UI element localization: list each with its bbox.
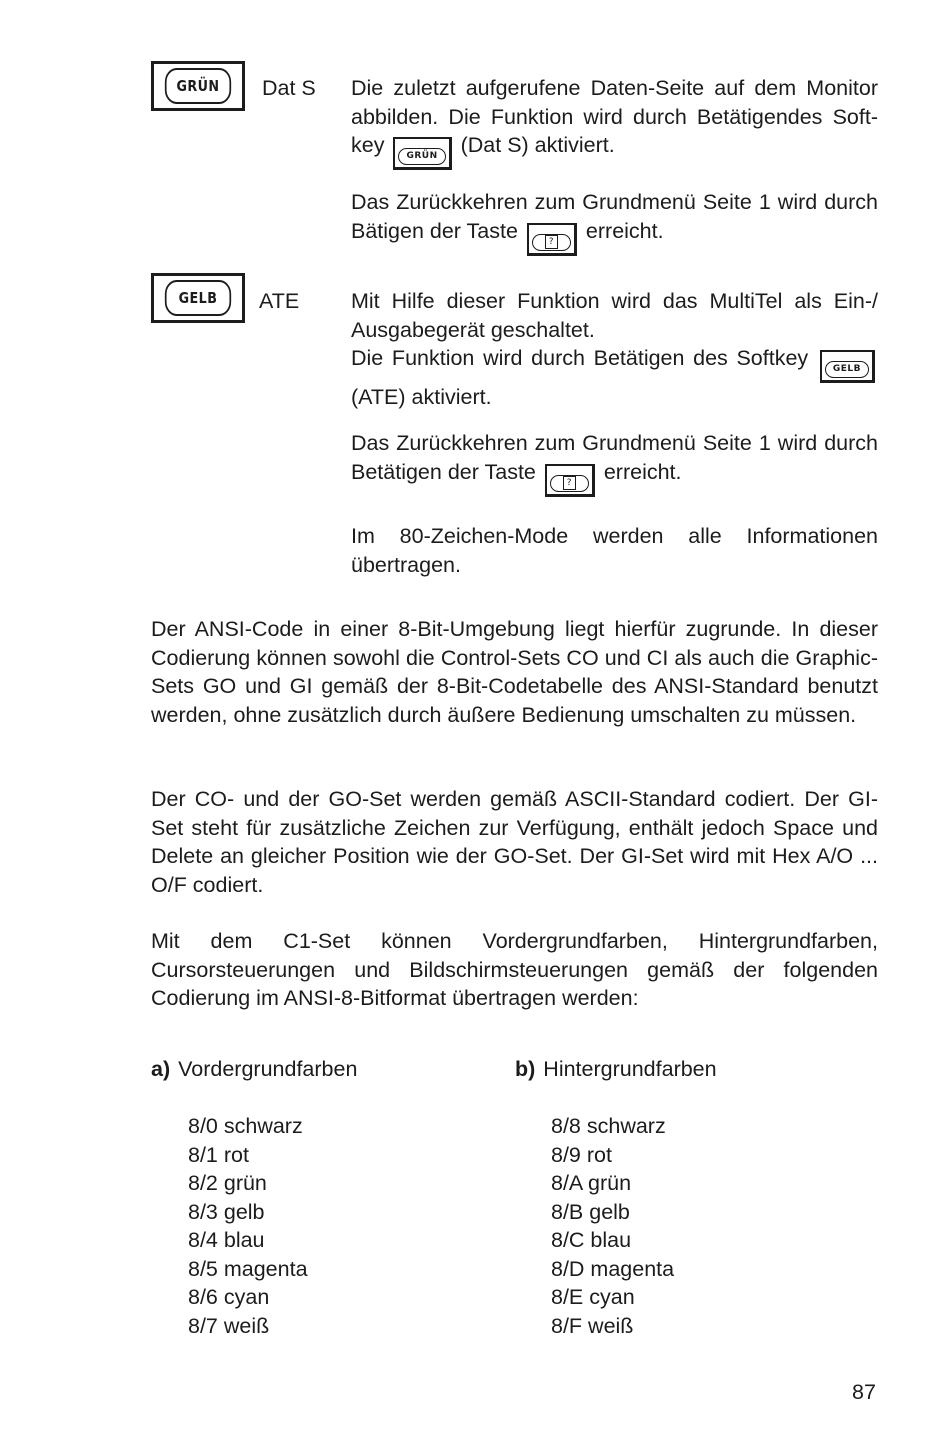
list-item: 8/5 magenta bbox=[188, 1256, 308, 1281]
list-item: 8/8 schwarz bbox=[551, 1114, 666, 1138]
ate-80-mode-text: Im 80-Zeichen-Mode werden alle Informationen übertragen. bbox=[351, 524, 878, 577]
ate-description bbox=[351, 287, 878, 412]
gruen-inline-key-label: GRÜN bbox=[398, 148, 445, 165]
body-paragraph-c1: Mit dem C1-Set können Vordergrundfarben, Hintergrundfarben, Cursorsteuerungen und Bildschirmsteuerungen gemäß der folgenden Codierung im ANSI-8-Bitformat übertragen werden: bbox=[151, 929, 878, 1010]
list-item: 8/4 blau bbox=[188, 1228, 265, 1252]
list-item: 8/B gelb bbox=[551, 1199, 630, 1224]
list-item: 8/9 rot bbox=[551, 1142, 612, 1167]
dat-s-description bbox=[351, 74, 878, 170]
gelb-key-label: GELB bbox=[165, 280, 231, 316]
ate-text-2b: (ATE) aktiviert. bbox=[351, 385, 492, 409]
ate-80-mode bbox=[351, 522, 878, 579]
body-paragraph-sets: Der CO- und der GO-Set werden gemäß ASCII-Standard codiert. Der GI-Set steht für zusätzliche Zeichen zur Verfügung, enthält jedoch Space und Delete an gleicher Position wie der GO-Set. Der GI-Set wird mit Hex A/O ... O/F codiert. bbox=[151, 787, 878, 897]
list-a-heading: Vordergrundfarben bbox=[178, 1057, 358, 1081]
question-inline-key bbox=[527, 223, 577, 256]
list-b bbox=[551, 1112, 674, 1340]
question-inline-key-2 bbox=[545, 464, 595, 497]
dat-s-text-a: Die zuletzt aufgerufene Daten-Seite auf dem Monitor abbilden. Die Funktion wird durch Betätigendes Soft-key bbox=[351, 76, 878, 157]
list-b-heading: Hintergrundfarben bbox=[543, 1057, 717, 1081]
list-item: 8/A grün bbox=[551, 1171, 632, 1195]
ate-return bbox=[351, 429, 878, 497]
dat-s-return bbox=[351, 188, 878, 256]
gruen-key-label: GRÜN bbox=[165, 68, 231, 104]
ate-return-text-b: erreicht. bbox=[603, 459, 682, 484]
ate-label: ATE bbox=[259, 289, 300, 313]
dat-s-label: Dat S bbox=[262, 76, 316, 100]
list-item: 8/D magenta bbox=[551, 1256, 675, 1281]
list-item: 8/6 cyan bbox=[188, 1285, 270, 1309]
list-item: 8/F weiß bbox=[551, 1313, 634, 1338]
gelb-key-badge bbox=[151, 273, 245, 323]
list-item: 8/7 weiß bbox=[188, 1313, 270, 1338]
question-key-label: ? bbox=[545, 235, 558, 249]
gruen-key-badge bbox=[151, 61, 245, 111]
dat-s-text-b: (Dat S) aktiviert. bbox=[460, 133, 615, 157]
list-a-marker: a) bbox=[151, 1057, 171, 1081]
page-number: 87 bbox=[852, 1380, 876, 1404]
list-b-title bbox=[515, 1055, 717, 1084]
gelb-inline-key-label: GELB bbox=[825, 361, 869, 378]
list-b-marker: b) bbox=[515, 1057, 536, 1081]
ate-text-1: Mit Hilfe dieser Funktion wird das MultiTel als Ein-/ Ausgabegerät geschaltet. bbox=[351, 289, 878, 342]
question-key-label-2: ? bbox=[563, 476, 576, 490]
list-item: 8/1 rot bbox=[188, 1142, 249, 1167]
gruen-inline-key bbox=[393, 137, 451, 170]
list-item: 8/3 gelb bbox=[188, 1199, 265, 1224]
ate-return-text-a: Das Zurückkehren zum Grundmenü Seite 1 wird durch Betätigen der Taste bbox=[351, 431, 878, 484]
list-item: 8/0 schwarz bbox=[188, 1114, 303, 1138]
ate-text-2a: Die Funktion wird durch Betätigen des Softkey bbox=[351, 346, 809, 370]
body-paragraph-ansi: Der ANSI-Code in einer 8-Bit-Umgebung liegt hierfür zugrunde. In dieser Codierung können sowohl die Control-Sets CO und CI als auch die Graphic-Sets GO und GI gemäß der 8-Bit-Codetabelle des ANSI-Standard benutzt werden, ohne zusätzlich durch äußere Bedienung umschalten zu müssen. bbox=[151, 617, 878, 727]
gelb-inline-key bbox=[820, 350, 875, 383]
list-a bbox=[188, 1112, 308, 1340]
list-a-title bbox=[151, 1055, 357, 1084]
dat-s-return-text-b: erreicht. bbox=[585, 218, 664, 243]
dat-s-return-text-a: Das Zurückkehren zum Grundmenü Seite 1 wird durch Bätigen der Taste bbox=[351, 190, 878, 243]
list-item: 8/C blau bbox=[551, 1228, 632, 1252]
list-item: 8/2 grün bbox=[188, 1171, 267, 1195]
list-item: 8/E cyan bbox=[551, 1285, 635, 1309]
